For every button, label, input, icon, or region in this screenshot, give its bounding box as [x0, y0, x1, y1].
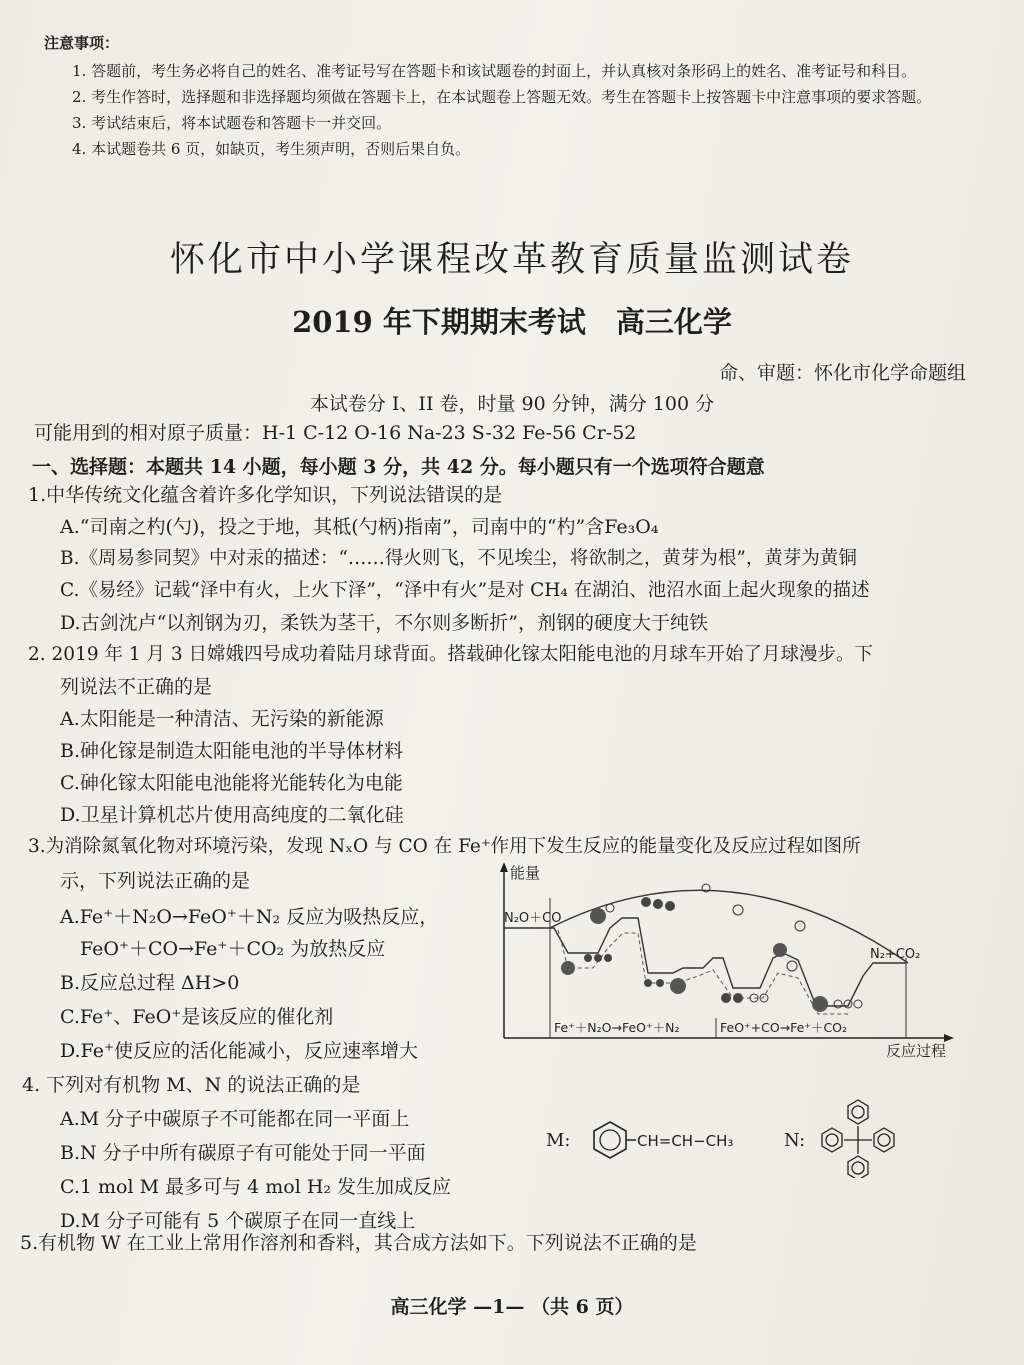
- q1-stem: 1.中华传统文化蕴含着许多化学知识，下列说法错误的是: [28, 484, 503, 506]
- q1-option-c: C.《易经》记载“泽中有火，上火下泽”，“泽中有火”是对 CH₄ 在湖泊、池沼水面上起火现象的描述: [60, 580, 870, 601]
- section-heading: 一、选择题：本题共 14 小题，每小题 3 分，共 42 分。每小题只有一个选项符合题意: [32, 456, 765, 478]
- q3-option-a-cont: FeO⁺＋CO→Fe⁺＋CO₂ 为放热反应: [80, 938, 386, 960]
- q4-option-b: B.N 分子中所有碳原子有可能处于同一平面: [60, 1142, 426, 1164]
- instructions: [44, 32, 944, 164]
- instruction-item: 2. 考生作答时，选择题和非选择题均须做在答题卡上，在本试题卷上答题无效。考生在答题卡上按答题卡中注意事项的要求答题。: [72, 88, 932, 106]
- exam-author: 命、审题：怀化市化学命题组: [718, 362, 966, 384]
- n-label: N:: [784, 1130, 806, 1151]
- q4-stem: 4. 下列对有机物 M、N 的说法正确的是: [22, 1074, 361, 1096]
- exam-subtitle: [0, 300, 1024, 341]
- q4-option-a: A.M 分子中碳原子不可能都在同一平面上: [60, 1108, 410, 1130]
- benzene-ring-m: [594, 1122, 626, 1158]
- atomic-mass: 可能用到的相对原子质量：H-1 C-12 O-16 Na-23 S-32 Fe-56 Cr-52: [34, 422, 637, 444]
- step2-label: FeO⁺+CO→Fe⁺＋CO₂: [720, 1020, 848, 1035]
- overall-curve: [550, 890, 908, 963]
- q2-option-d: D.卫星计算机芯片使用高纯度的二氧化硅: [60, 804, 404, 826]
- q3-stem-cont: 示，下列说法正确的是: [60, 870, 251, 892]
- q3-option-d: D.Fe⁺使反应的活化能减小，反应速率增大: [60, 1040, 419, 1062]
- molecule-icons: [561, 884, 862, 1012]
- step1-label: Fe⁺＋N₂O→FeO⁺＋N₂: [554, 1020, 680, 1035]
- start-label: N₂O＋CO: [504, 911, 562, 926]
- instructions-heading: 注意事项：: [44, 34, 120, 52]
- q2-stem: 2. 2019 年 1 月 3 日嫦娥四号成功着陆月球背面。搭载砷化镓太阳能电池的月球车开始了月球漫步。下: [28, 644, 874, 665]
- instruction-item: 4. 本试题卷共 6 页，如缺页，考生须声明，否则后果自负。: [72, 140, 471, 158]
- dashed-path: [558, 930, 848, 1014]
- m-side-chain: CH=CH−CH₃: [637, 1132, 734, 1150]
- q1-option-b: B.《周易参同契》中对汞的描述：“……得火则飞，不见埃尘，将欲制之，黄芽为根”，黄芽为黄铜: [60, 548, 857, 569]
- structures-m-n: [540, 1098, 920, 1178]
- exam-subject: 高三化学: [615, 305, 732, 339]
- q2-option-a: A.太阳能是一种清洁、无污染的新能源: [60, 708, 384, 730]
- instruction-item: 3. 考试结束后，将本试题卷和答题卡一并交回。: [72, 114, 392, 132]
- q2-option-c: C.砷化镓太阳能电池能将光能转化为电能: [60, 772, 403, 794]
- q5-stem: 5.有机物 W 在工业上常用作溶剂和香料，其合成方法如下。下列说法不正确的是: [20, 1232, 697, 1254]
- q2-stem-cont: 列说法不正确的是: [60, 676, 213, 698]
- end-label: N₂+CO₂: [870, 947, 921, 962]
- page-footer: 高三化学 —1— （共 6 页）: [390, 1296, 634, 1318]
- q3-stem: 3.为消除氮氧化物对环境污染，发现 NₓO 与 CO 在 Fe⁺作用下发生反应的能量变化及反应过程如图所: [28, 836, 861, 857]
- exam-term: 2019 年下期期末考试: [292, 305, 586, 339]
- energy-diagram: [498, 858, 958, 1064]
- q4-option-d: D.M 分子可能有 5 个碳原子在同一直线上: [60, 1210, 416, 1232]
- q3-option-c: C.Fe⁺、FeO⁺是该反应的催化剂: [60, 1006, 334, 1028]
- q3-option-b: B.反应总过程 ΔH>0: [60, 972, 240, 994]
- energy-path: [504, 918, 906, 1006]
- tetraphenyl-n: [822, 1100, 894, 1178]
- q4-option-c: C.1 mol M 最多可与 4 mol H₂ 发生加成反应: [60, 1176, 452, 1198]
- exam-info: 本试卷分 I、II 卷，时量 90 分钟，满分 100 分: [309, 393, 715, 415]
- m-label: M:: [546, 1130, 571, 1151]
- instruction-item: 1. 答题前，考生务必将自己的姓名、准考证号写在答题卡和该试题卷的封面上，并认真核对条形码上的姓名、准考证号和科目。: [72, 62, 917, 80]
- x-axis-label: 反应过程: [886, 1042, 947, 1060]
- q2-option-b: B.砷化镓是制造太阳能电池的半导体材料: [60, 740, 404, 762]
- q1-option-a: A.“司南之杓(勺)，投之于地，其柢(勺柄)指南”，司南中的“杓”含Fe₃O₄: [60, 516, 659, 538]
- q3-option-a: A.Fe⁺＋N₂O→FeO⁺＋N₂ 反应为吸热反应，: [60, 906, 439, 928]
- exam-title: 怀化市中小学课程改革教育质量监测试卷: [169, 240, 854, 280]
- q1-option-d: D.古剑沈卢“以剂钢为刃，柔铁为茎干，不尔则多断折”，剂钢的硬度大于纯铁: [60, 612, 709, 634]
- y-axis-label: 能量: [510, 864, 541, 882]
